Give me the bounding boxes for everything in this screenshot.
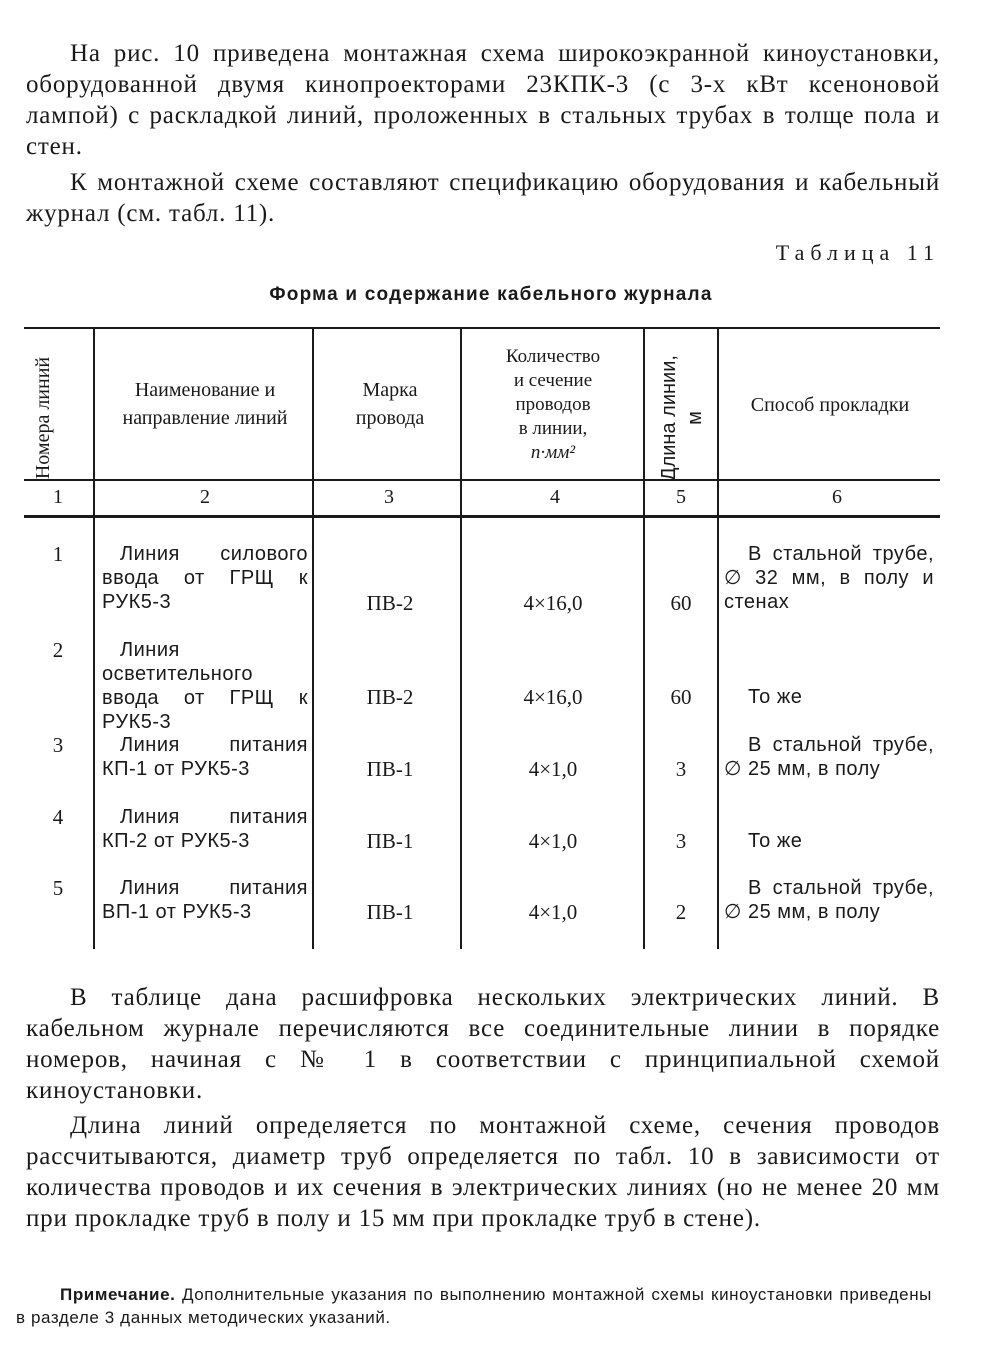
table-title: Форма и содержание кабельного журнала <box>269 284 713 305</box>
column-number: 3 <box>384 486 394 508</box>
column-divider-5 <box>717 329 719 949</box>
column-number: 5 <box>676 486 686 508</box>
header-bottom-rule <box>24 479 940 481</box>
wire-count: 4×16,0 <box>523 591 583 615</box>
row-number: 1 <box>52 542 64 566</box>
table-top-rule <box>24 327 940 329</box>
row-number: 3 <box>52 733 64 757</box>
column-number: 2 <box>200 486 210 508</box>
laying-method: В стальной трубе, ∅ 25 мм, в полу <box>724 734 934 780</box>
wire-brand: ПВ-1 <box>366 829 414 853</box>
laying-method: В стальной трубе, ∅ 25 мм, в полу <box>724 877 934 923</box>
line-length: 60 <box>670 591 692 615</box>
paragraph-explanation: В таблице дана расшифровка нескольких электрических линий. В кабельном журнале перечисляются все соединительные линии в порядке номеров, начиная с № 1 в соответствии с принципиальной схемой киноустановки. <box>26 984 940 1104</box>
column-number: 4 <box>550 486 560 508</box>
wire-count: 4×16,0 <box>523 685 583 709</box>
header-wire-count <box>470 345 636 465</box>
laying-method: То же <box>748 686 803 708</box>
line-length: 2 <box>675 900 687 924</box>
line-length: 3 <box>675 757 687 781</box>
line-name: Линия силового ввода от ГРЩ к РУК5-3 <box>102 543 308 613</box>
wire-count: 4×1,0 <box>528 829 578 853</box>
paragraph-specification: К монтажной схеме составляют спецификацию оборудования и кабельный журнал (см. табл. 11). <box>26 169 940 227</box>
header-wire-count-line: и сечение <box>513 370 593 391</box>
wire-brand: ПВ-1 <box>366 757 414 781</box>
line-name: Линия питания КП-1 от РУК5-3 <box>102 734 308 780</box>
column-numbers-rule <box>24 515 940 518</box>
wire-brand: ПВ-2 <box>366 685 414 709</box>
table-number: Таблица 11 <box>775 240 940 265</box>
row-number: 5 <box>52 876 64 900</box>
row-number: 2 <box>52 638 64 662</box>
laying-method: То же <box>748 830 803 852</box>
header-wire-count-line: n·мм² <box>530 442 576 463</box>
note-label: Примечание. <box>60 1285 176 1304</box>
laying-method: В стальной трубе, ∅ 32 мм, в полу и стенах <box>724 543 934 613</box>
wire-count: 4×1,0 <box>528 900 578 924</box>
header-wire-count-line: в линии, <box>518 418 588 439</box>
column-divider-1 <box>93 329 95 949</box>
header-wire-count-line: Количество <box>505 346 601 367</box>
header-wire-brand: Марка провода <box>355 379 425 429</box>
footnote <box>16 1283 932 1329</box>
header-line-length: Длина линии, м <box>658 355 706 481</box>
paragraph-intro: На рис. 10 приведена монтажная схема широкоэкранной киноустановки, оборудованной двумя кинопроекторами 23КПК-3 (с 3-х кВт ксеноновой лампой) с раскладкой линий, проложенных в стальных трубах в толще пола и стен. <box>26 40 940 160</box>
row-number: 4 <box>52 805 64 829</box>
header-line-name: Наименование и направление линий <box>122 379 288 429</box>
column-divider-3 <box>460 329 462 949</box>
column-number: 1 <box>53 486 63 508</box>
column-number: 6 <box>832 486 842 508</box>
column-divider-4 <box>643 329 645 949</box>
wire-brand: ПВ-1 <box>366 900 414 924</box>
line-name: Линия осветительного ввода от ГРЩ к РУК5-3 <box>102 639 308 733</box>
line-name: Линия питания КП-2 от РУК5-3 <box>102 806 308 852</box>
line-length: 60 <box>670 685 692 709</box>
paragraph-line-length: Длина линий определяется по монтажной схеме, сечения проводов рассчитываются, диаметр труб определяется по табл. 10 в зависимости от количества проводов и их сечения в электрических линиях (но не менее 20 мм при прокладке труб в полу и 15 мм при прокладке труб в стене). <box>26 1112 940 1232</box>
line-length: 3 <box>675 829 687 853</box>
header-wire-count-line: проводов <box>515 394 591 415</box>
column-divider-2 <box>312 329 314 949</box>
line-name: Линия питания ВП-1 от РУК5-3 <box>102 877 308 923</box>
note-text: Дополнительные указания по выполнению монтажной схемы киноустановки приведены в разделе 3 данных методических указаний. <box>16 1285 932 1327</box>
header-line-numbers: Номера линий <box>32 356 54 480</box>
header-laying-method: Способ прокладки <box>750 394 910 416</box>
wire-brand: ПВ-2 <box>366 591 414 615</box>
wire-count: 4×1,0 <box>528 757 578 781</box>
